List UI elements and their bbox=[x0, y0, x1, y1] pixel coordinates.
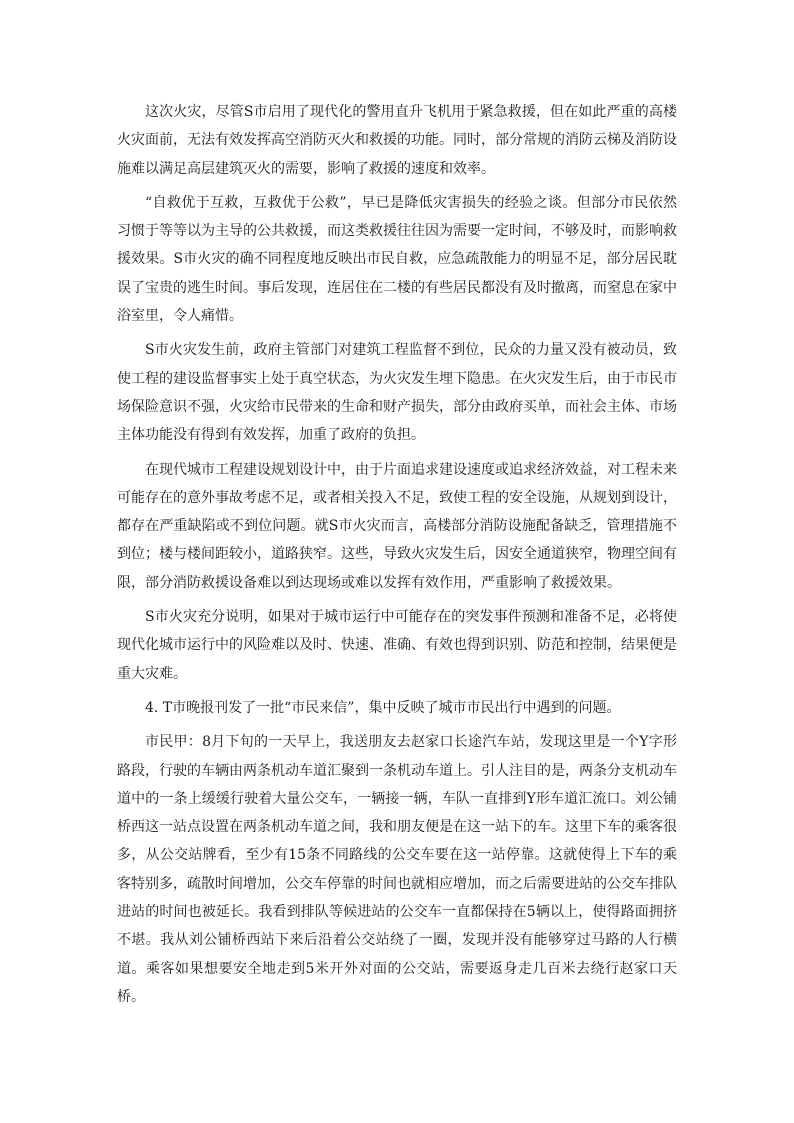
paragraph: S市火灾充分说明，如果对于城市运行中可能存在的突发事件预测和准备不足，必将使现代化城市运行中的风险难以及时、快速、准确、有效也得到识别、防范和控制，结果便是重大灾难。 bbox=[117, 609, 677, 682]
paragraph: S市火灾发生前，政府主管部门对建筑工程监督不到位，民众的力量又没有被动员，致使工程的建设监督事实上处于真空状态，为火灾发生埋下隐患。在火灾发生后，由于市民市场保险意识不强，火灾给市民带来的生命和财产损失，部分由政府买单，而社会主体、市场主体功能没有得到有效发挥，加重了政府的负担。 bbox=[117, 342, 677, 444]
paragraph: 4. T市晚报刊发了一批“市民来信”，集中反映了城市市民出行中遇到的问题。 bbox=[145, 699, 621, 716]
document-page bbox=[117, 98, 677, 1017]
paragraph: 这次火灾，尽管S市启用了现代化的警用直升飞机用于紧急救援，但在如此严重的高楼火灾面前，无法有效发挥高空消防灭火和救援的功能。同时，部分常规的消防云梯及消防设施难以满足高层建筑灭火的需要，影响了救援的速度和效率。 bbox=[117, 104, 677, 177]
paragraph: “自救优于互救，互救优于公救”，早已是降低灾害损失的经验之谈。但部分市民依然习惯于等等以为主导的公共救援，而这类救援往往因为需要一定时间，不够及时，而影响救援效果。S市火灾的确不同程度地反映出市民自救，应急疏散能力的明显不足，部分居民耽误了宝贵的逃生时间。事后发现，连居住在二楼的有些居民都没有及时撤离，而窒息在家中浴室里，令人痛惜。 bbox=[117, 194, 677, 325]
paragraph: 市民甲：8月下旬的一天早上，我送朋友去赵家口长途汽车站，发现这里是一个Y字形路段，行驶的车辆由两条机动车道汇聚到一条机动车道上。引人注目的是，两条分支机动车道中的一条上缓缓行驶着大量公交车，一辆接一辆，车队一直排到Y形车道汇流口。刘公铺桥西这一站点设置在两条机动车道之间，我和朋友便是在这一站下的车。这里下车的乘客很多，从公交站牌看，至少有15条不同路线的公交车要在这一站停靠。这就使得上下车的乘客特别多，疏散时间增加，公交车停靠的时间也就相应增加，而之后需要进站的公交车排队进站的时间也被延长。我看到排队等候进站的公交车一直都保持在5辆以上，使得路面拥挤不堪。我从刘公铺桥西站下来后沿着公交站绕了一圈，发现并没有能够穿过马路的人行横道。乘客如果想要安全地走到5米开外对面的公交站，需要返身走几百米去绕行赵家口天桥。 bbox=[117, 734, 677, 1005]
paragraph: 在现代城市工程建设规划设计中，由于片面追求建设速度或追求经济效益，对工程未来可能存在的意外事故考虑不足，或者相关投入不足，致使工程的安全设施，从规划到设计，都存在严重缺陷或不到位问题。就S市火灾而言，高楼部分消防设施配备缺乏，管理措施不到位；楼与楼间距较小，道路狭窄。这些，导致火灾发生后，因安全通道狭窄，物理空间有限，部分消防救援设备难以到达现场或难以发挥有效作用，严重影响了救援效果。 bbox=[117, 461, 677, 591]
